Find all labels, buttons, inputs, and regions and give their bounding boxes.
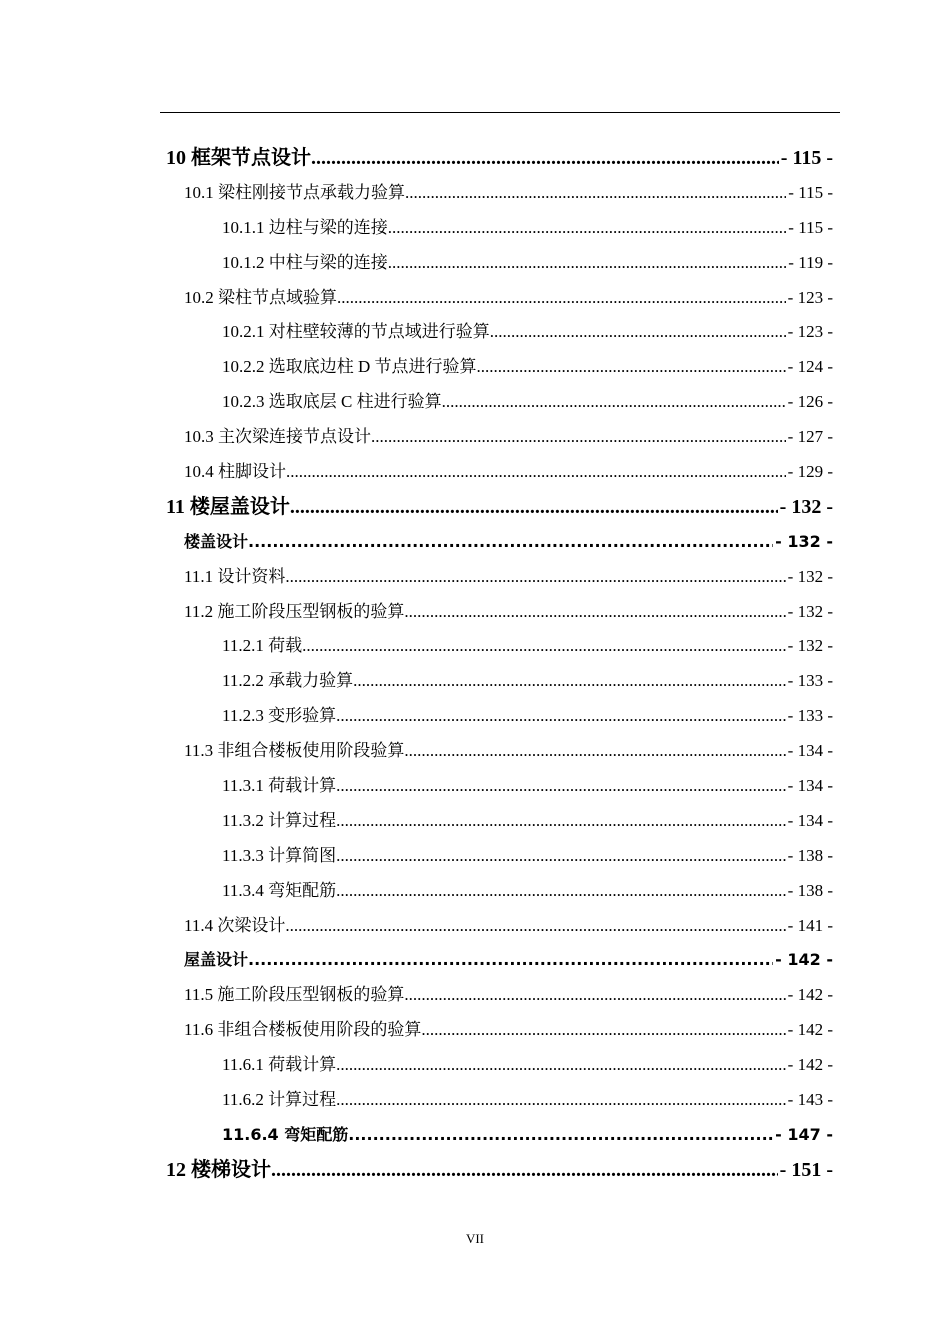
toc-entry-page: - 133 - — [787, 671, 833, 691]
toc-subsection-entry[interactable] — [0, 246, 833, 281]
toc-entry-label: 楼盖设计 — [184, 531, 249, 551]
toc-leader-dots — [404, 734, 785, 769]
toc-chapter-entry[interactable] — [0, 490, 833, 525]
toc-section-entry[interactable] — [0, 525, 833, 560]
toc-section-entry[interactable] — [0, 734, 833, 769]
toc-leader-dots — [388, 246, 787, 281]
toc-leader-dots — [490, 315, 786, 350]
toc-chapter-entry[interactable] — [0, 1153, 833, 1188]
toc-entry-label: 10.4 柱脚设计 — [184, 462, 286, 482]
toc-entry-page: - 142 - — [787, 1055, 833, 1075]
toc-leader-dots — [336, 804, 786, 839]
toc-leader-dots — [336, 699, 786, 734]
toc-entry-page: - 124 - — [787, 357, 833, 377]
toc-entry-page: - 123 - — [787, 287, 833, 307]
toc-leader-dots — [248, 525, 773, 560]
toc-section-entry[interactable] — [0, 281, 833, 316]
toc-entry-page: - 132 - — [775, 531, 833, 551]
toc-entry-page: - 132 - — [787, 566, 833, 586]
toc-subsection-entry[interactable] — [0, 350, 833, 385]
toc-entry-page: - 134 - — [787, 741, 833, 761]
toc-entry-label: 10.2 梁柱节点域验算 — [184, 287, 337, 307]
toc-subsection-entry[interactable] — [0, 1048, 833, 1083]
toc-leader-dots — [336, 874, 786, 909]
toc-entry-label: 10.3 主次梁连接节点设计 — [184, 427, 371, 447]
toc-leader-dots — [421, 1013, 785, 1048]
toc-entry-page: - 119 - — [788, 252, 833, 272]
toc-entry-label: 11.5 施工阶段压型钢板的验算 — [184, 985, 405, 1005]
toc-entry-page: - 138 - — [787, 845, 833, 865]
toc-subsection-entry[interactable] — [0, 1118, 833, 1153]
toc-subsection-entry[interactable] — [0, 839, 833, 874]
toc-entry-label: 11.3.2 计算过程 — [222, 810, 337, 830]
toc-entry-page: - 115 - — [788, 217, 833, 237]
toc-chapter-entry[interactable] — [0, 141, 833, 176]
toc-entry-label: 11.6.1 荷载计算 — [222, 1055, 337, 1075]
toc-subsection-entry[interactable] — [0, 804, 833, 839]
toc-subsection-entry[interactable] — [0, 211, 833, 246]
toc-leader-dots — [371, 420, 786, 455]
toc-entry-page: - 142 - — [787, 1020, 833, 1040]
toc-entry-label: 11 楼屋盖设计 — [166, 495, 290, 518]
toc-entry-label: 10.1.2 中柱与梁的连接 — [222, 252, 388, 272]
toc-subsection-entry[interactable] — [0, 385, 833, 420]
toc-subsection-entry[interactable] — [0, 664, 833, 699]
toc-section-entry[interactable] — [0, 176, 833, 211]
toc-entry-page: - 133 - — [787, 706, 833, 726]
toc-entry-page: - 132 - — [779, 495, 833, 518]
toc-leader-dots — [248, 943, 773, 978]
toc-entry-page: - 142 - — [787, 985, 833, 1005]
toc-entry-label: 11.2.2 承载力验算 — [222, 671, 354, 691]
toc-entry-label: 屋盖设计 — [184, 950, 249, 970]
toc-leader-dots — [285, 560, 785, 595]
toc-subsection-entry[interactable] — [0, 1083, 833, 1118]
toc-leader-dots — [285, 909, 785, 944]
toc-entry-label: 11.2 施工阶段压型钢板的验算 — [184, 601, 405, 621]
toc-leader-dots — [311, 141, 779, 176]
toc-leader-dots — [271, 1153, 778, 1188]
toc-entry-label: 12 楼梯设计 — [166, 1158, 271, 1181]
toc-entry-page: - 151 - — [779, 1158, 833, 1181]
toc-entry-page: - 132 - — [787, 601, 833, 621]
toc-entry-page: - 134 - — [787, 810, 833, 830]
toc-entry-label: 11.6.2 计算过程 — [222, 1090, 337, 1110]
toc-entry-label: 11.2.3 变形验算 — [222, 706, 337, 726]
toc-entry-page: - 127 - — [787, 427, 833, 447]
toc-entry-label: 10 框架节点设计 — [166, 147, 311, 169]
toc-subsection-entry[interactable] — [0, 629, 833, 664]
toc-entry-label: 10.1 梁柱刚接节点承载力验算 — [184, 182, 405, 202]
toc-entry-label: 11.3.3 计算简图 — [222, 845, 337, 865]
toc-entry-page: - 126 - — [787, 392, 833, 412]
toc-entry-label: 11.3 非组合楼板使用阶段验算 — [184, 741, 405, 761]
toc-entry-label: 11.4 次梁设计 — [184, 915, 286, 935]
toc-leader-dots — [348, 1118, 773, 1153]
toc-entry-page: - 123 - — [787, 322, 833, 342]
toc-section-entry[interactable] — [0, 560, 833, 595]
toc-entry-page: - 132 - — [787, 636, 833, 656]
toc-subsection-entry[interactable] — [0, 699, 833, 734]
toc-leader-dots — [336, 1048, 786, 1083]
toc-entry-label: 11.1 设计资料 — [184, 566, 286, 586]
toc-section-entry[interactable] — [0, 978, 833, 1013]
toc-entry-page: - 115 - — [788, 182, 833, 202]
toc-leader-dots — [404, 595, 785, 630]
toc-leader-dots — [404, 978, 785, 1013]
toc-entry-page: - 134 - — [787, 776, 833, 796]
toc-entry-page: - 143 - — [787, 1090, 833, 1110]
toc-section-entry[interactable] — [0, 455, 833, 490]
toc-entry-label: 10.2.1 对柱壁较薄的节点域进行验算 — [222, 322, 490, 342]
toc-section-entry[interactable] — [0, 909, 833, 944]
header-rule — [160, 112, 840, 113]
toc-entry-label: 11.3.1 荷载计算 — [222, 776, 337, 796]
toc-entry-label: 11.6 非组合楼板使用阶段的验算 — [184, 1020, 422, 1040]
table-of-contents — [0, 141, 950, 1188]
toc-subsection-entry[interactable] — [0, 874, 833, 909]
toc-leader-dots — [302, 629, 786, 664]
toc-entry-page: - 147 - — [775, 1124, 833, 1144]
toc-section-entry[interactable] — [0, 420, 833, 455]
toc-leader-dots — [337, 281, 786, 316]
toc-entry-page: - 138 - — [787, 880, 833, 900]
toc-entry-label: 11.6.4 弯矩配筋 — [222, 1124, 349, 1144]
toc-section-entry[interactable] — [0, 595, 833, 630]
toc-subsection-entry[interactable] — [0, 315, 833, 350]
toc-entry-label: 10.1.1 边柱与梁的连接 — [222, 217, 388, 237]
toc-section-entry[interactable] — [0, 943, 833, 978]
toc-entry-label: 10.2.3 选取底层 C 柱进行验算 — [222, 392, 442, 412]
toc-entry-label: 11.3.4 弯矩配筋 — [222, 880, 337, 900]
toc-leader-dots — [477, 350, 786, 385]
toc-subsection-entry[interactable] — [0, 769, 833, 804]
toc-leader-dots — [286, 455, 786, 490]
toc-entry-page: - 129 - — [787, 462, 833, 482]
toc-entry-page: - 115 - — [780, 147, 833, 169]
page-number: VII — [465, 1231, 485, 1246]
toc-entry-page: - 142 - — [775, 950, 833, 970]
toc-leader-dots — [442, 385, 786, 420]
toc-leader-dots — [336, 839, 786, 874]
toc-section-entry[interactable] — [0, 1013, 833, 1048]
toc-leader-dots — [388, 211, 787, 246]
toc-leader-dots — [405, 176, 786, 211]
toc-leader-dots — [353, 664, 786, 699]
toc-leader-dots — [290, 490, 778, 525]
toc-entry-label: 11.2.1 荷载 — [222, 636, 303, 656]
toc-entry-label: 10.2.2 选取底边柱 D 节点进行验算 — [222, 357, 477, 377]
toc-leader-dots — [336, 769, 786, 804]
toc-leader-dots — [336, 1083, 786, 1118]
toc-entry-page: - 141 - — [787, 915, 833, 935]
